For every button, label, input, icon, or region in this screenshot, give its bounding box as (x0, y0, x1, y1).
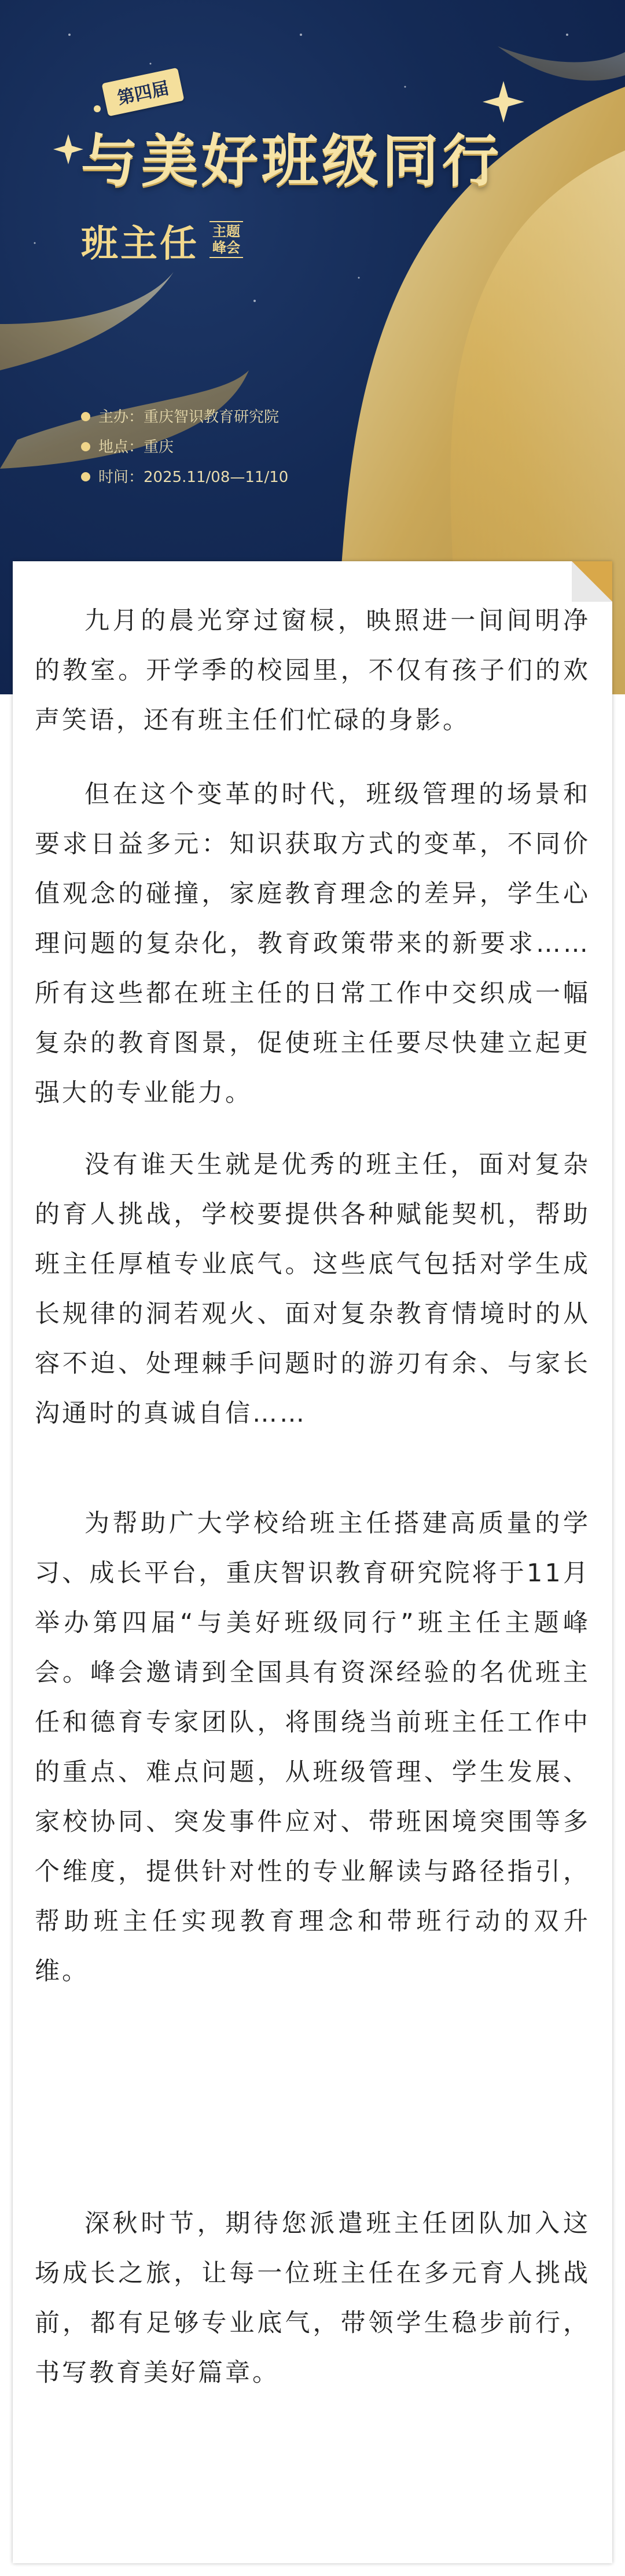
article-paragraph-5: 深秋时节，期待您派遣班主任团队加入这场成长之旅，让每一位班主任在多元育人挑战前，都有足够专业底气，带领学生稳步前行，书写教育美好篇章。 (35, 2209, 590, 2387)
article-paragraph-3: 没有谁天生就是优秀的班主任，面对复杂的育人挑战，学校要提供各种赋能契机，帮助班主任厚植专业底气。这些底气包括对学生成长规律的洞若观火、面对复杂教育情境时的从容不迫、处理棘手问题时的游刃有余、与家长沟通时的真诚自信…… (35, 1150, 590, 1428)
article-card (13, 561, 612, 2563)
sub-title: 班主任 (81, 223, 199, 266)
article-paragraph-4: 为帮助广大学校给班主任搭建高质量的学习、成长平台，重庆智识教育研究院将于11月举办第四届“与美好班级同行”班主任主题峰会。峰会邀请到全国具有资深经验的名优班主任和德育专家团队，将围绕当前班主任工作中的重点、难点问题，从班级管理、学生发展、家校协同、突发事件应对、带班困境突围等多个维度，提供针对性的专业解读与路径指引，帮助班主任实现教育理念和带班行动的双升维。 (35, 1509, 590, 1986)
bullet-icon (81, 442, 90, 451)
article-paragraph-2: 但在这个变革的时代，班级管理的场景和要求日益多元：知识获取方式的变革，不同价值观念的碰撞，家庭教育理念的差异，学生心理问题的复杂化，教育政策带来的新要求……所有这些都在班主任的日常工作中交织成一幅复杂的教育图景，促使班主任要尽快建立起更强大的专业能力。 (35, 780, 590, 1107)
tag-pin-icon (94, 105, 101, 112)
time-line (81, 465, 288, 487)
location-line (81, 435, 174, 457)
bullet-icon (81, 472, 90, 481)
organizer-line (81, 405, 279, 426)
organizer-text: 主办：重庆智识教育研究院 (98, 409, 280, 426)
sub-title-badge: 主题峰会 (209, 221, 243, 258)
bullet-icon (81, 412, 90, 421)
location-text: 地点：重庆 (98, 439, 174, 456)
time-text: 时间：2025.11/08—11/10 (98, 469, 289, 486)
article-paragraph-1: 九月的晨光穿过窗棂，映照进一间间明净的教室。开学季的校园里，不仅有孩子们的欢声笑语，还有班主任们忙碌的身影。 (35, 606, 590, 735)
edition-tag: 第四届 (101, 68, 184, 117)
main-title: 与美好班级同行 (81, 128, 503, 194)
